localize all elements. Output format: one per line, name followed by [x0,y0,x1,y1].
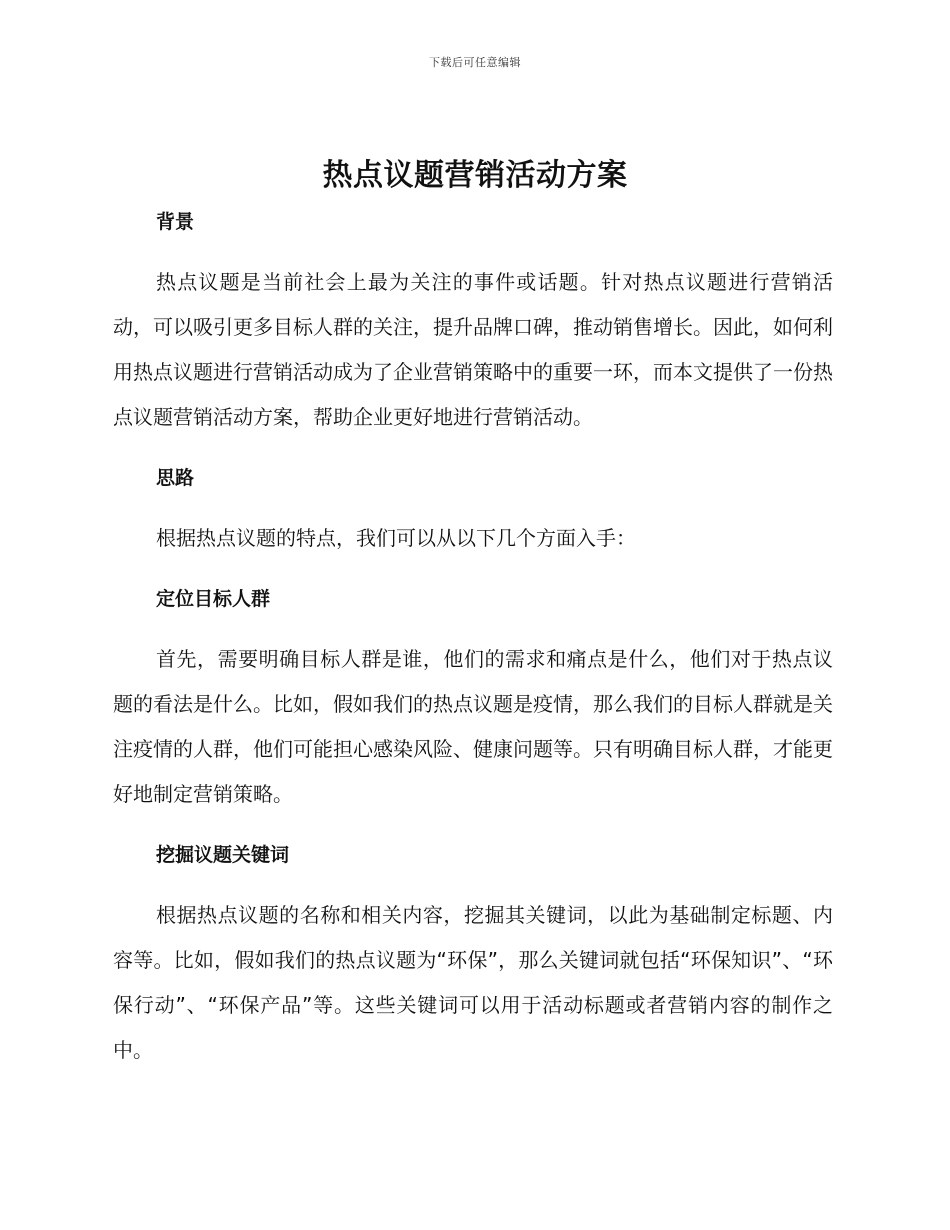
document-title: 热点议题营销活动方案 [322,158,628,193]
paragraph-target-audience: 首先，需要明确目标人群是谁，他们的需求和痛点是什么，他们对于热点议题的看法是什么。比如，假如我们的热点议题是疫情，那么我们的目标人群就是关注疫情的人群，他们可能担心感染风险、健康问题等。只有明确目标人群，才能更好地制定营销策略。 [113,647,833,806]
section-heading-keywords: 挖掘议题关键词 [156,844,290,866]
section-heading-background: 背景 [156,211,195,233]
paragraph-background: 热点议题是当前社会上最为关注的事件或话题。针对热点议题进行营销活动，可以吸引更多目标人群的关注，提升品牌口碑，推动销售增长。因此，如何利用热点议题进行营销活动成为了企业营销策略中的重要一环，而本文提供了一份热点议题营销活动方案，帮助企业更好地进行营销活动。 [113,270,833,429]
section-heading-target-audience: 定位目标人群 [156,588,271,610]
header-note: 下载后可任意编辑 [429,56,521,69]
section-heading-approach: 思路 [156,467,195,489]
paragraph-keywords: 根据热点议题的名称和相关内容，挖掘其关键词，以此为基础制定标题、内容等。比如，假如我们的热点议题为“环保”，那么关键词就包括“环保知识”、“环保行动”、“环保产品”等。这些关键词可以用于活动标题或者营销内容的制作之中。 [113,903,833,1062]
document-body [113,206,833,1073]
paragraph-approach: 根据热点议题的特点，我们可以从以下几个方面入手： [156,526,636,550]
